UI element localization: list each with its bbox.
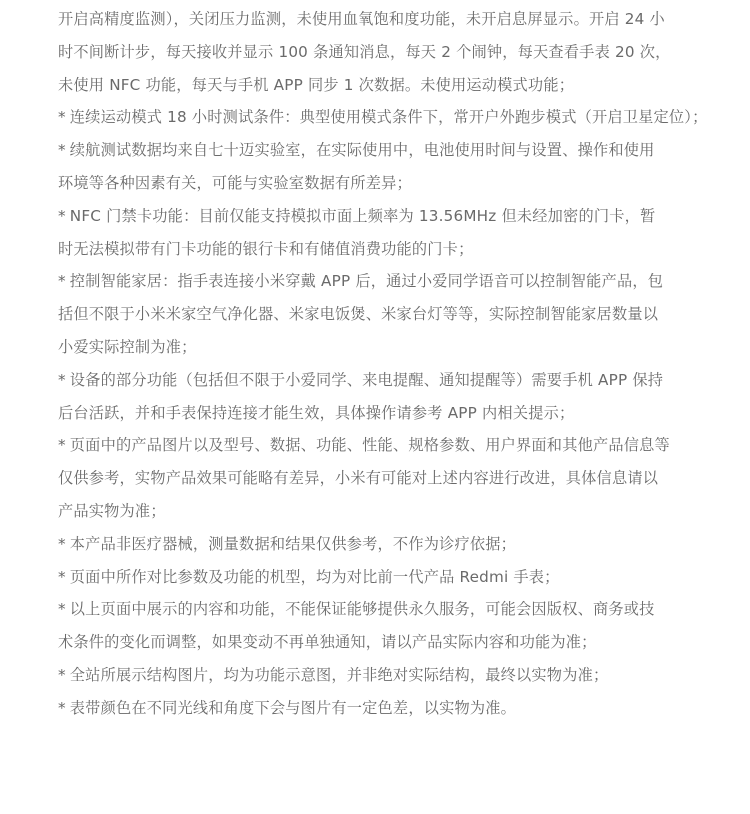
note-text: 时无法模拟带有门卡功能的银行卡和有储值消费功能的门卡； — [58, 239, 474, 258]
note-text: 以上页面中展示的内容和功能，不能保证能够提供永久服务，可能会因版权、商务或技 — [69, 600, 655, 619]
note-item-service-changes — [58, 593, 710, 659]
note-bullet: * — [58, 370, 66, 389]
product-disclaimer-notes — [58, 3, 710, 725]
note-bullet: * — [58, 698, 66, 717]
note-text: 控制智能家居：指手表连接小米穿戴 APP 后，通过小爱同学语音可以控制智能产品，包 — [69, 272, 664, 291]
note-text: 全站所展示结构图片，均为功能示意图，并非绝对实际结构，最终以实物为准； — [69, 665, 609, 684]
note-item-app-background — [58, 364, 710, 430]
note-item-battery-test-condition — [58, 101, 710, 134]
note-item-product-images — [58, 429, 710, 527]
note-text: 环境等各种因素有关，可能与实验室数据有所差异； — [58, 173, 412, 192]
note-bullet: * — [58, 534, 66, 553]
note-text: 页面中所作对比参数及功能的机型，均为对比前一代产品 Redmi 手表； — [69, 567, 560, 586]
note-item-structure-images — [58, 659, 710, 692]
note-text: 括但不限于小米米家空气净化器、米家电饭煲、米家台灯等等，实际控制智能家居数量以 — [58, 305, 659, 324]
note-text: 本产品非医疗器械，测量数据和结果仅供参考，不作为诊疗依据； — [69, 534, 517, 553]
note-text: 表带颜色在不同光线和角度下会与图片有一定色差，以实物为准。 — [69, 698, 517, 717]
note-bullet: * — [58, 567, 66, 586]
note-bullet: * — [58, 108, 66, 127]
note-item-comparison-model — [58, 561, 710, 594]
note-item-smart-home — [58, 265, 710, 363]
note-text: 后台活跃，并和手表保持连接才能生效，具体操作请参考 APP 内相关提示； — [58, 403, 575, 422]
note-text: 连续运动模式 18 小时测试条件：典型使用模式条件下，常开户外跑步模式（开启卫星定位）； — [69, 108, 708, 127]
note-item-not-medical-device — [58, 528, 710, 561]
note-bullet: * — [58, 436, 66, 455]
intro-line: 未使用 NFC 功能，每天与手机 APP 同步 1 次数据。未使用运动模式功能； — [58, 75, 575, 94]
intro-line: 时不间断计步，每天接收并显示 100 条通知消息，每天 2 个闹钟，每天查看手表 20 次， — [58, 42, 671, 61]
note-item-battery-test-data — [58, 134, 710, 200]
intro-line: 开启高精度监测），关闭压力监测，未使用血氧饱和度功能，未开启息屏显示。开启 24 小 — [58, 10, 665, 28]
note-text: NFC 门禁卡功能：目前仅能支持模拟市面上频率为 13.56MHz 但未经加密的门卡，暂 — [69, 206, 656, 225]
note-bullet: * — [58, 206, 66, 225]
note-text: 产品实物为准； — [58, 501, 166, 520]
note-bullet: * — [58, 665, 66, 684]
note-text: 设备的部分功能（包括但不限于小爱同学、来电提醒、通知提醒等）需要手机 APP 保持 — [69, 370, 664, 389]
note-bullet: * — [58, 141, 66, 160]
note-text: 仅供参考，实物产品效果可能略有差异，小米有可能对上述内容进行改进，具体信息请以 — [58, 469, 659, 488]
note-text: 续航测试数据均来自七十迈实验室，在实际使用中，电池使用时间与设置、操作和使用 — [69, 141, 655, 160]
note-item-nfc-access-card — [58, 200, 710, 266]
note-bullet: * — [58, 600, 66, 619]
note-item-strap-color — [58, 692, 710, 725]
note-bullet: * — [58, 272, 66, 291]
intro-paragraph — [58, 3, 710, 101]
note-text: 页面中的产品图片以及型号、数据、功能、性能、规格参数、用户界面和其他产品信息等 — [69, 436, 670, 455]
note-text: 小爱实际控制为准； — [58, 337, 197, 356]
note-text: 术条件的变化而调整，如果变动不再单独通知，请以产品实际内容和功能为准； — [58, 633, 597, 652]
